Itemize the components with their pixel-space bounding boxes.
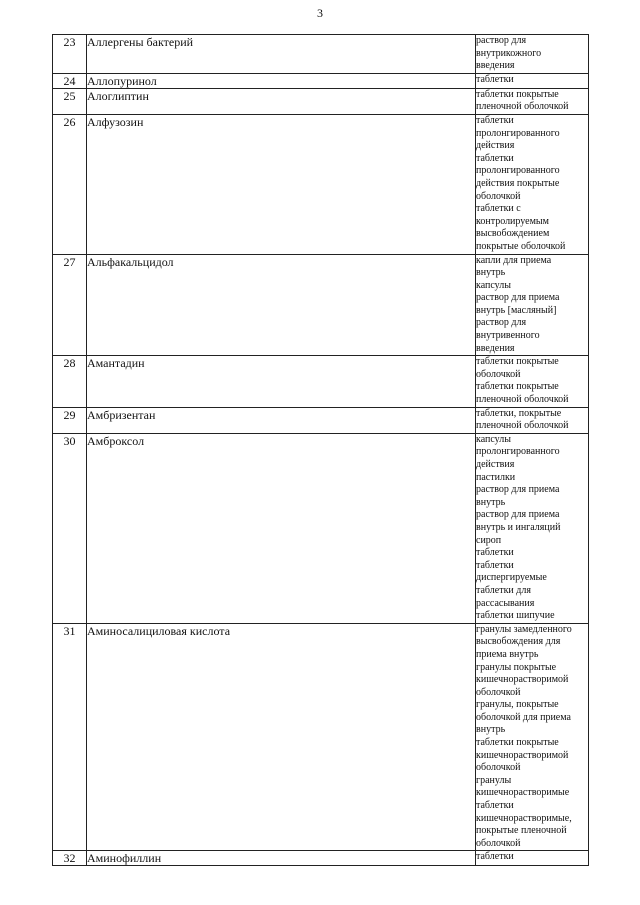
dosage-form-line: раствор для приема <box>476 292 560 304</box>
dosage-form-line: капсулы <box>476 433 511 445</box>
dosage-form-line: оболочкой <box>476 762 521 774</box>
dosage-form-line: таблетки <box>476 800 514 812</box>
dosage-forms <box>476 623 589 851</box>
row-number: 26 <box>53 114 87 254</box>
dosage-form-line: пролонгированного <box>476 127 560 139</box>
row-number: 30 <box>53 433 87 623</box>
drug-name: Алоглиптин <box>87 88 476 114</box>
table-row <box>53 254 589 356</box>
dosage-form-line: высвобождением <box>476 228 550 240</box>
dosage-form-line: сироп <box>476 534 502 546</box>
row-number: 32 <box>53 851 87 866</box>
dosage-form-line: таблетки <box>476 73 514 85</box>
dosage-forms <box>476 407 589 433</box>
dosage-form-line: внутрь <box>476 496 506 508</box>
dosage-form-line: таблетки покрытые <box>476 381 559 393</box>
row-number: 23 <box>53 35 87 74</box>
drug-name: Аминофиллин <box>87 851 476 866</box>
dosage-form-line: оболочкой для приема <box>476 711 571 723</box>
dosage-forms <box>476 356 589 407</box>
dosage-form-line: таблетки <box>476 152 514 164</box>
table-row <box>53 356 589 407</box>
drug-name: Аллопуринол <box>87 73 476 88</box>
dosage-forms <box>476 851 589 866</box>
table-row <box>53 35 589 74</box>
dosage-form-line: таблетки покрытые <box>476 737 559 749</box>
dosage-form-line: покрытые оболочкой <box>476 240 566 252</box>
dosage-form-line: действия <box>476 140 515 152</box>
dosage-forms <box>476 254 589 356</box>
drug-table <box>52 34 589 866</box>
table-row <box>53 73 589 88</box>
dosage-form-line: действия покрытые <box>476 177 560 189</box>
dosage-form-line: рассасывания <box>476 597 535 609</box>
drug-table-body <box>53 35 589 866</box>
drug-name: Аминосалициловая кислота <box>87 623 476 851</box>
dosage-forms <box>476 35 589 74</box>
row-number: 28 <box>53 356 87 407</box>
dosage-form-line: таблетки покрытые <box>476 356 559 368</box>
dosage-form-line: пленочной оболочкой <box>476 101 569 113</box>
dosage-form-line: внутрь [масляный] <box>476 304 557 316</box>
row-number: 31 <box>53 623 87 851</box>
dosage-form-line: кишечнорастворимой <box>476 674 569 686</box>
dosage-form-line: оболочкой <box>476 686 521 698</box>
table-row <box>53 114 589 254</box>
row-number: 29 <box>53 407 87 433</box>
dosage-form-line: таблетки шипучие <box>476 610 555 622</box>
dosage-form-line: таблетки с <box>476 203 521 215</box>
dosage-form-line: раствор для приема <box>476 509 560 521</box>
dosage-form-line: оболочкой <box>476 368 521 380</box>
drug-name: Амбризентан <box>87 407 476 433</box>
dosage-form-line: кишечнорастворимой <box>476 749 569 761</box>
dosage-form-line: раствор для <box>476 35 527 46</box>
dosage-form-line: пастилки <box>476 471 516 483</box>
table-row <box>53 623 589 851</box>
drug-name: Амантадин <box>87 356 476 407</box>
dosage-form-line: оболочкой <box>476 190 521 202</box>
drug-name: Амброксол <box>87 433 476 623</box>
dosage-form-line: гранулы <box>476 774 512 786</box>
dosage-form-line: пролонгированного <box>476 446 560 458</box>
dosage-forms <box>476 88 589 114</box>
dosage-form-line: кишечнорастворимые <box>476 787 570 799</box>
drug-name: Алфузозин <box>87 114 476 254</box>
dosage-form-line: внутрь <box>476 267 506 279</box>
row-number: 25 <box>53 88 87 114</box>
page-number: 3 <box>317 6 323 20</box>
dosage-form-line: гранулы покрытые <box>476 661 557 673</box>
dosage-form-line: внутрикожного <box>476 47 542 59</box>
dosage-form-line: пленочной оболочкой <box>476 394 569 406</box>
dosage-form-line: таблетки, покрытые <box>476 407 562 419</box>
dosage-form-line: раствор для <box>476 317 527 329</box>
dosage-form-line: приема внутрь <box>476 648 539 660</box>
dosage-forms <box>476 433 589 623</box>
dosage-form-line: гранулы замедленного <box>476 623 572 635</box>
dosage-form-line: введения <box>476 60 515 72</box>
dosage-form-line: внутрь и ингаляций <box>476 521 561 533</box>
drug-name: Аллергены бактерий <box>87 35 476 74</box>
table-row <box>53 407 589 433</box>
dosage-form-line: капсулы <box>476 279 511 291</box>
dosage-form-line: раствор для приема <box>476 484 560 496</box>
dosage-form-line: внутривенного <box>476 330 540 342</box>
dosage-form-line: пленочной оболочкой <box>476 420 569 432</box>
dosage-form-line: кишечнорастворимые, <box>476 812 572 824</box>
dosage-form-line: гранулы, покрытые <box>476 699 559 711</box>
dosage-form-line: высвобождения для <box>476 636 561 648</box>
dosage-form-line: капли для приема <box>476 254 552 266</box>
table-row <box>53 88 589 114</box>
dosage-form-line: таблетки покрытые <box>476 88 559 100</box>
dosage-form-line: таблетки <box>476 851 514 863</box>
dosage-form-line: введения <box>476 342 515 354</box>
dosage-form-line: контролируемым <box>476 215 549 227</box>
dosage-form-line: внутрь <box>476 724 506 736</box>
table-row <box>53 851 589 866</box>
dosage-form-line: диспергируемые <box>476 572 547 584</box>
dosage-form-line: таблетки для <box>476 584 531 596</box>
dosage-form-line: таблетки <box>476 114 514 126</box>
dosage-form-line: действия <box>476 459 515 470</box>
dosage-form-line: таблетки <box>476 547 514 559</box>
row-number: 27 <box>53 254 87 356</box>
dosage-form-line: покрытые пленочной <box>476 825 567 837</box>
row-number: 24 <box>53 73 87 88</box>
dosage-form-line: таблетки <box>476 559 514 571</box>
dosage-forms <box>476 73 589 88</box>
drug-name: Альфакальцидол <box>87 254 476 356</box>
dosage-form-line: пролонгированного <box>476 165 560 177</box>
dosage-form-line: оболочкой <box>476 837 521 849</box>
dosage-forms <box>476 114 589 254</box>
table-row <box>53 433 589 623</box>
